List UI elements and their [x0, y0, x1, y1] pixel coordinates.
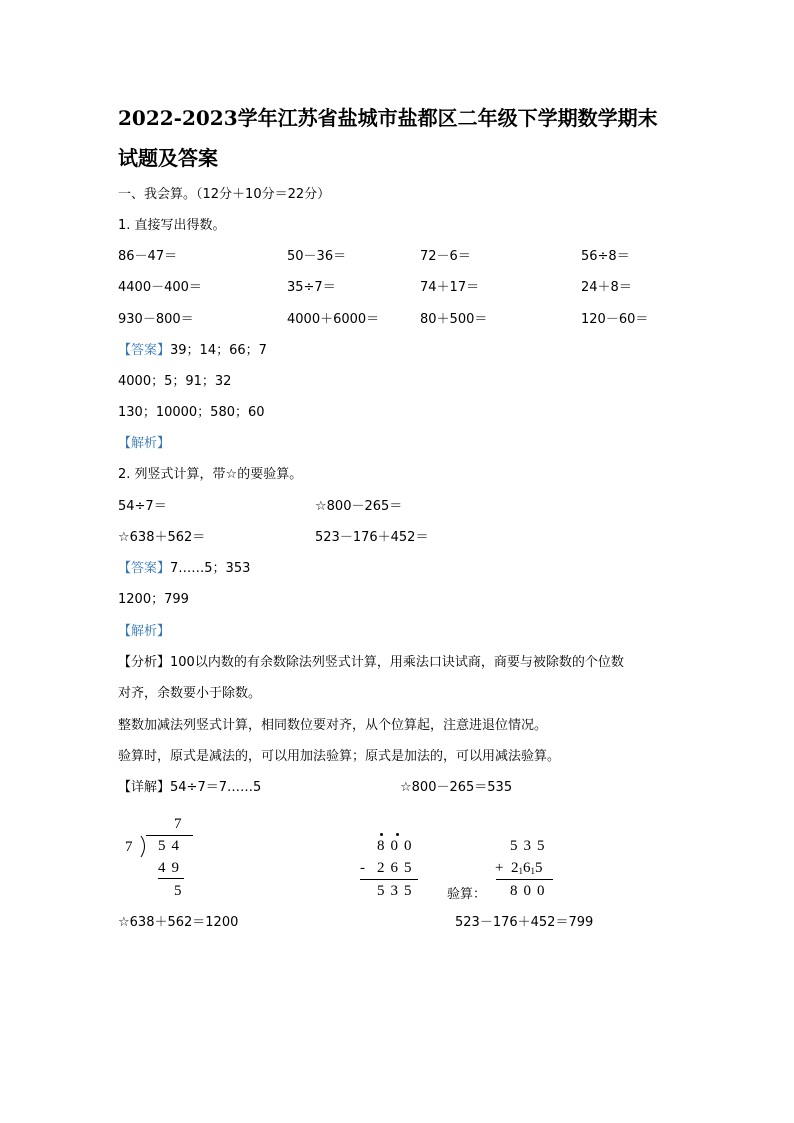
q1-item: 24＋8＝ [581, 280, 632, 295]
remainder: 5 [174, 883, 188, 899]
q1-answer-line [118, 343, 267, 359]
q1-item: 74＋17＝ [420, 280, 480, 295]
detail-line [118, 780, 261, 796]
title-line-1: 2022-2023学年江苏省盐城市盐都区二年级下学期数学期末 [118, 106, 658, 130]
section-heading: 一、我会算。（12分＋10分＝22分） [118, 187, 331, 202]
q2-answer-line [118, 561, 250, 577]
check-label: 验算： [447, 887, 487, 902]
analysis-line: 整数加减法列竖式计算，相同数位要对齐，从个位算起，注意进退位情况。 [118, 718, 548, 733]
addend-1: 535 [510, 838, 551, 854]
analysis-line: 对齐，余数要小于除数。 [118, 686, 262, 701]
q2-item: ☆800－265＝ [315, 499, 403, 514]
minuend: 800 [377, 838, 418, 854]
q1-prompt: 1. 直接写出得数。 [118, 218, 226, 233]
answer-tag: 【答案】 [118, 561, 171, 576]
answer-text: 39；14；66；7 [170, 343, 267, 358]
title-line-2: 试题及答案 [118, 146, 218, 170]
minus-sign: - [360, 860, 371, 876]
q2-item: 54÷7＝ [118, 499, 167, 514]
analysis-tag: 【解析】 [118, 624, 171, 639]
q2-item: 523－176＋452＝ [315, 530, 429, 545]
subtrahend: 265 [377, 860, 418, 876]
q1-item: 80＋500＝ [420, 312, 488, 327]
addend-2: + $2_16_15$ [495, 860, 543, 876]
q1-item: 930－800＝ [118, 312, 194, 327]
quotient: 7 [174, 816, 188, 832]
q1-item: 72－6＝ [420, 249, 471, 264]
answer-tag: 【答案】 [118, 343, 171, 358]
division-bracket [138, 835, 150, 859]
final-line: ☆638＋562＝1200 [118, 915, 239, 930]
q2-answer-line-2: 1200；799 [118, 592, 189, 607]
q1-item: 4000＋6000＝ [287, 312, 380, 327]
q2-prompt: 2. 列竖式计算，带☆的要验算。 [118, 467, 303, 482]
answer-text: 7……5；353 [170, 561, 251, 576]
detail-tag: 【详解】 [118, 780, 171, 795]
q1-item: 120－60＝ [581, 312, 649, 327]
final-line-2: 523－176＋452＝799 [455, 915, 594, 930]
q2-item: ☆638＋562＝ [118, 530, 206, 545]
analysis-line: 验算时，原式是减法的，可以用加法验算；原式是加法的，可以用减法验算。 [118, 749, 561, 764]
q1-item: 4400－400＝ [118, 280, 202, 295]
fenxi-text: 100以内数的有余数除法列竖式计算，用乘法口诀试商，商要与被除数的个位数 [170, 655, 624, 670]
detail-line-2: ☆800－265＝535 [400, 780, 513, 795]
q1-answer-line-2: 4000；5；91；32 [118, 374, 232, 389]
analysis-tag: 【解析】 [118, 436, 171, 451]
dividend: 54 [158, 838, 185, 854]
sum: 800 [510, 883, 551, 899]
detail-text: 54÷7＝7……5 [170, 780, 262, 795]
product: 49 [158, 860, 185, 876]
q1-answer-line-3: 130；10000；580；60 [118, 405, 265, 420]
q1-item: 50－36＝ [287, 249, 347, 264]
q1-item: 56÷8＝ [581, 249, 630, 264]
difference: 535 [377, 883, 418, 899]
q1-item: 86－47＝ [118, 249, 178, 264]
q1-item: 35÷7＝ [287, 280, 336, 295]
fenxi-tag: 【分析】 [118, 655, 171, 670]
divisor: 7 [125, 839, 139, 855]
analysis-line [118, 655, 624, 671]
